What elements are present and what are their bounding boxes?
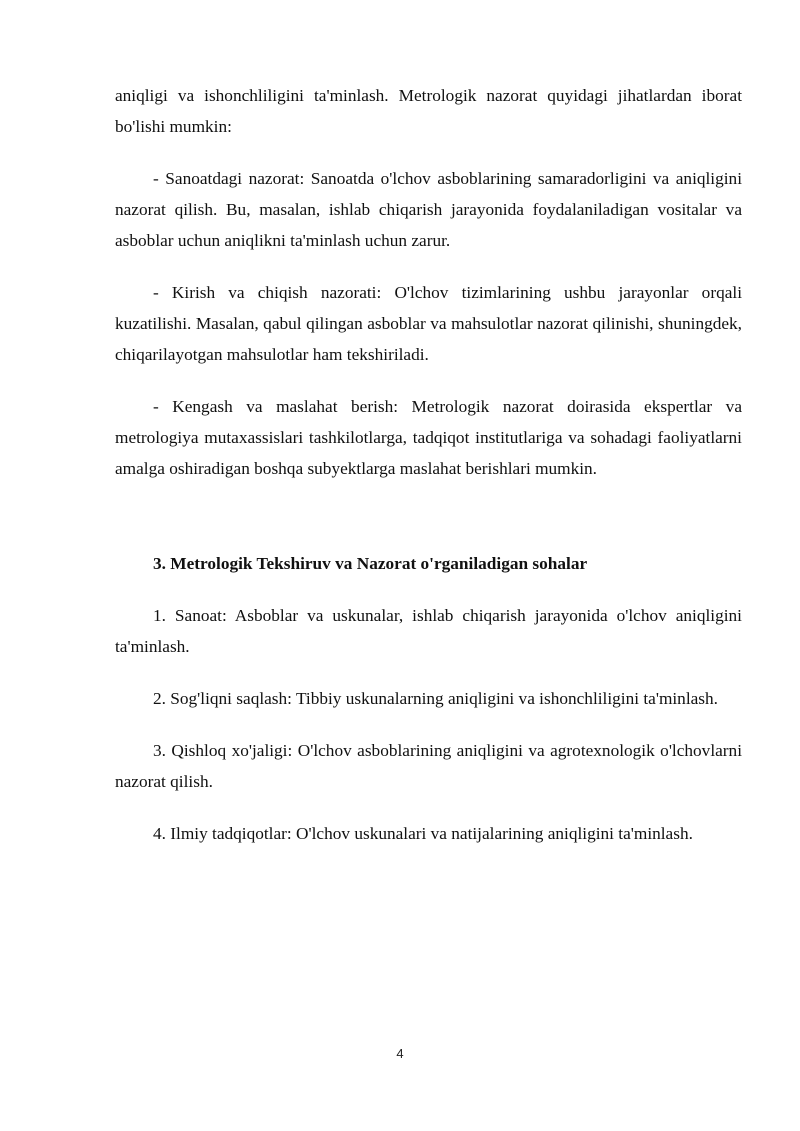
list-item-healthcare: 2. Sog'liqni saqlash: Tibbiy uskunalarning aniqligini va ishonchliligini ta'minlash. <box>153 689 718 708</box>
list-item-agriculture: 3. Qishloq xo'jaligi: O'lchov asboblarining aniqligini va agrotexnologik o'lchovlarni nazorat qilish. <box>115 741 742 791</box>
document-page <box>115 80 742 849</box>
paragraph-intro: aniqligi va ishonchliligini ta'minlash. Metrologik nazorat quyidagi jihatlardan iborat bo'lishi mumkin: <box>115 86 742 136</box>
paragraph-input-output-control: - Kirish va chiqish nazorati: O'lchov tizimlarining ushbu jarayonlar orqali kuzatilishi. Masalan, qabul qilingan asboblar va mahsulotlar nazorat qilinishi, shuningdek, chiqarilayotgan mahsulotlar ham tekshiriladi. <box>115 283 742 364</box>
page-number: 4 <box>396 1046 404 1061</box>
section-heading: 3. Metrologik Tekshiruv va Nazorat o'rganiladigan sohalar <box>153 554 588 573</box>
paragraph-industrial-control: - Sanoatdagi nazorat: Sanoatda o'lchov asboblarining samaradorligini va aniqligini nazorat qilish. Bu, masalan, ishlab chiqarish jarayonida foydalaniladigan vositalar va asboblar uchun aniqlikni ta'minlash uchun zarur. <box>115 169 742 250</box>
list-item-industry: 1. Sanoat: Asboblar va uskunalar, ishlab chiqarish jarayonida o'lchov aniqligini ta'minlash. <box>115 606 742 656</box>
list-item-research: 4. Ilmiy tadqiqotlar: O'lchov uskunalari va natijalarining aniqligini ta'minlash. <box>153 824 693 843</box>
paragraph-advisory: - Kengash va maslahat berish: Metrologik nazorat doirasida ekspertlar va metrologiya mutaxassislari tashkilotlarga, tadqiqot institutlariga va sohadagi faoliyatlarni amalga oshiradigan boshqa subyektlarga maslahat berishlari mumkin. <box>115 397 742 478</box>
